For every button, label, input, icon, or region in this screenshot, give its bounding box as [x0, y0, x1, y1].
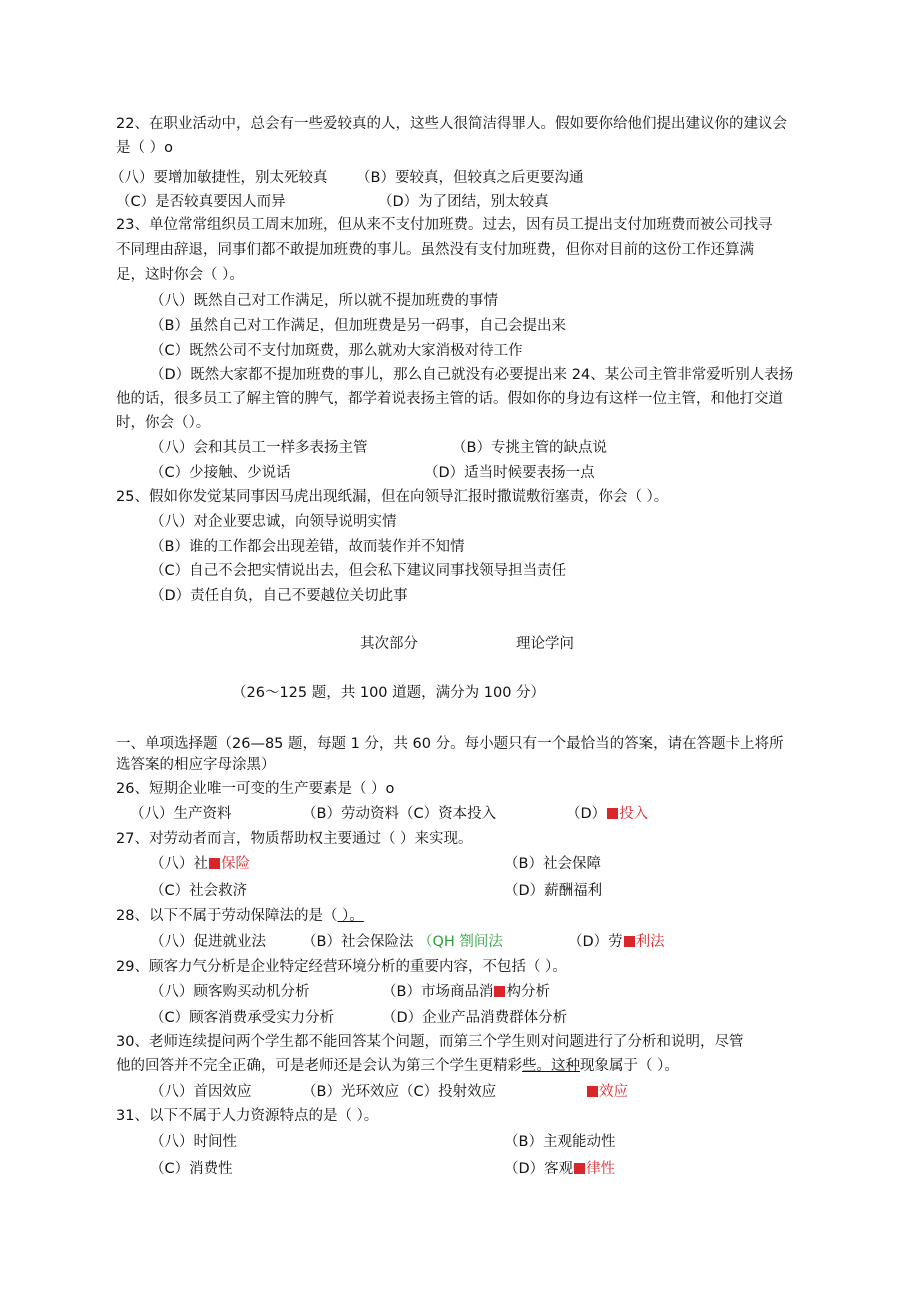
q22-option-b: （B）要较真，但较真之后更要沟通: [356, 170, 584, 186]
q28-option-d: （D）劳 利法: [568, 934, 665, 950]
q30-option-bc: （B）光环效应（C）投射效应: [302, 1084, 497, 1100]
q29-option-d: （D）企业产品消费群体分析: [382, 1010, 568, 1026]
q27-option-c: （C）社会救济: [150, 883, 248, 899]
q29-option-a: （八）顾客购买动机分析: [150, 984, 310, 1000]
q23-option-d: （D）既然大家都不提加班费的事儿，那么自己就没有必要提出来 24、某公司主管非常爱听别人表扬: [150, 367, 794, 383]
q27-option-a: （八）社 保险: [150, 856, 250, 872]
red-mark: [587, 1086, 598, 1097]
q28-stem: 28、以下不属于劳动保障法的是（ ）。: [116, 908, 364, 924]
q25-option-a: （八）对企业要忠诚，向领导说明实情: [150, 514, 397, 530]
q26-option-a: （八）生产资料: [130, 806, 232, 822]
q23-stem-line3: 足，这时你会（ ）。: [116, 267, 244, 283]
q28-option-b: （B）社会保险法: [302, 934, 414, 950]
q27-option-b: （B）社会保障: [504, 856, 601, 872]
q29-option-c: （C）顾客消费承受实力分析: [150, 1010, 335, 1026]
red-mark: [624, 936, 635, 947]
q29-option-b: （B）市场商品消 构分析: [382, 984, 550, 1000]
q27-stem: 27、对劳动者而言，物质帮助权主要通过（ ）来实现。: [116, 831, 473, 847]
part2-title-right: 理论学问: [516, 636, 574, 652]
red-mark: [607, 808, 618, 819]
q22-stem-line1: 22、在职业活动中，总会有一些爱较真的人，这些人很简洁得罪人。假如要你给他们提出建议你的建议会: [116, 116, 787, 132]
q30-stem-line1: 30、老师连续提问两个学生都不能回答某个问题，而第三个学生则对问题进行了分析和说明，尽管: [116, 1034, 744, 1050]
q25-option-d: （D）责任自负，自己不要越位关切此事: [150, 588, 408, 604]
q22-stem-line2: 是（ ）o: [116, 140, 173, 156]
q26-stem: 26、短期企业唯一可变的生产要素是（ ）o: [116, 781, 395, 797]
q26-option-bc: （B）劳动资料（C）资本投入: [302, 806, 497, 822]
part2-title-left: 其次部分: [360, 636, 418, 652]
q24-stem-line2: 时，你会（）。: [116, 415, 211, 431]
q27-option-d: （D）薪酬福利: [504, 883, 603, 899]
q23-option-b: （B）虽然自己对工作满足，但加班费是另一码事，自己会提出来: [150, 318, 566, 334]
q25-option-c: （C）自己不会把实情说出去，但会私下建议同事找领导担当责任: [150, 563, 567, 579]
red-mark: [574, 1163, 585, 1174]
q24-option-b: （B）专挑主管的缺点说: [452, 440, 607, 456]
q24-option-d: （D）适当时候要表扬一点: [424, 465, 595, 481]
q23-stem-line2: 不同理由辞退，同事们都不敢提加班费的事儿。虽然没有支付加班费，但你对目前的这份工作还算满: [116, 242, 754, 258]
q24-stem-line1: 他的话，很多员工了解主管的脾气，都学着说表扬主管的话。假如你的身边有这样一位主管，和他打交道: [116, 391, 783, 407]
q29-stem: 29、顾客力气分析是企业特定经营环境分析的重要内容，不包括（ ）。: [116, 959, 567, 975]
q31-stem: 31、以下不属于人力资源特点的是（ ）。: [116, 1108, 379, 1124]
q26-option-d: （D） 投入: [566, 806, 649, 822]
q24-option-a: （八）会和其员工一样多表扬主管: [150, 440, 368, 456]
q31-option-b: （B）主观能动性: [504, 1134, 616, 1150]
q25-option-b: （B）谁的工作都会出现差错，故而装作并不知情: [150, 539, 465, 555]
q24-option-c: （C）少接触、少说话: [150, 465, 291, 481]
section1-instructions-line1: 一、单项选择题（26—85 题，每题 1 分，共 60 分。每小题只有一个最恰当的答案，请在答题卡上将所: [116, 736, 784, 752]
q31-option-d: （D）客观 律性: [504, 1161, 616, 1177]
q30-stem-line2: 他的回答并不完全正确，可是老师还是会认为第三个学生更精彩些。这种现象属于（ ）。: [116, 1058, 679, 1074]
q22-option-a: （八）要增加敏捷性，别太死较真: [110, 170, 328, 186]
q23-stem-line1: 23、单位常常组织员工周末加班，但从来不支付加班费。过去，因有员工提出支付加班费而被公司找寻: [116, 217, 773, 233]
q28-option-a: （八）促进就业法: [150, 934, 266, 950]
q23-option-c: （C）既然公司不支付加斑费，那么就劝大家消极对待工作: [150, 343, 523, 359]
red-mark: [209, 858, 220, 869]
q31-option-a: （八）时间性: [150, 1134, 237, 1150]
q25-stem: 25、假如你发觉某同事因马虎出现纸漏，但在向领导汇报时撒谎敷衍塞责，你会（ ）。: [116, 489, 669, 505]
red-mark: [494, 986, 505, 997]
q30-option-a: （八）首因效应: [150, 1084, 252, 1100]
q22-option-d: （D）为了团结，别太较真: [378, 194, 549, 210]
q30-option-d: 效应: [586, 1082, 628, 1102]
section1-instructions-line2: 选答案的相应字母涂黑）: [116, 757, 276, 773]
q31-option-c: （C）消费性: [150, 1161, 233, 1177]
q22-option-c: （C）是否较真要因人而异: [116, 194, 286, 210]
part2-range: （26～125 题，共 100 道题，满分为 100 分）: [232, 685, 546, 701]
q28-option-c: （QH 劄间法: [418, 934, 503, 950]
q23-option-a: （八）既然自己对工作满足，所以就不提加班费的事情: [150, 293, 498, 309]
